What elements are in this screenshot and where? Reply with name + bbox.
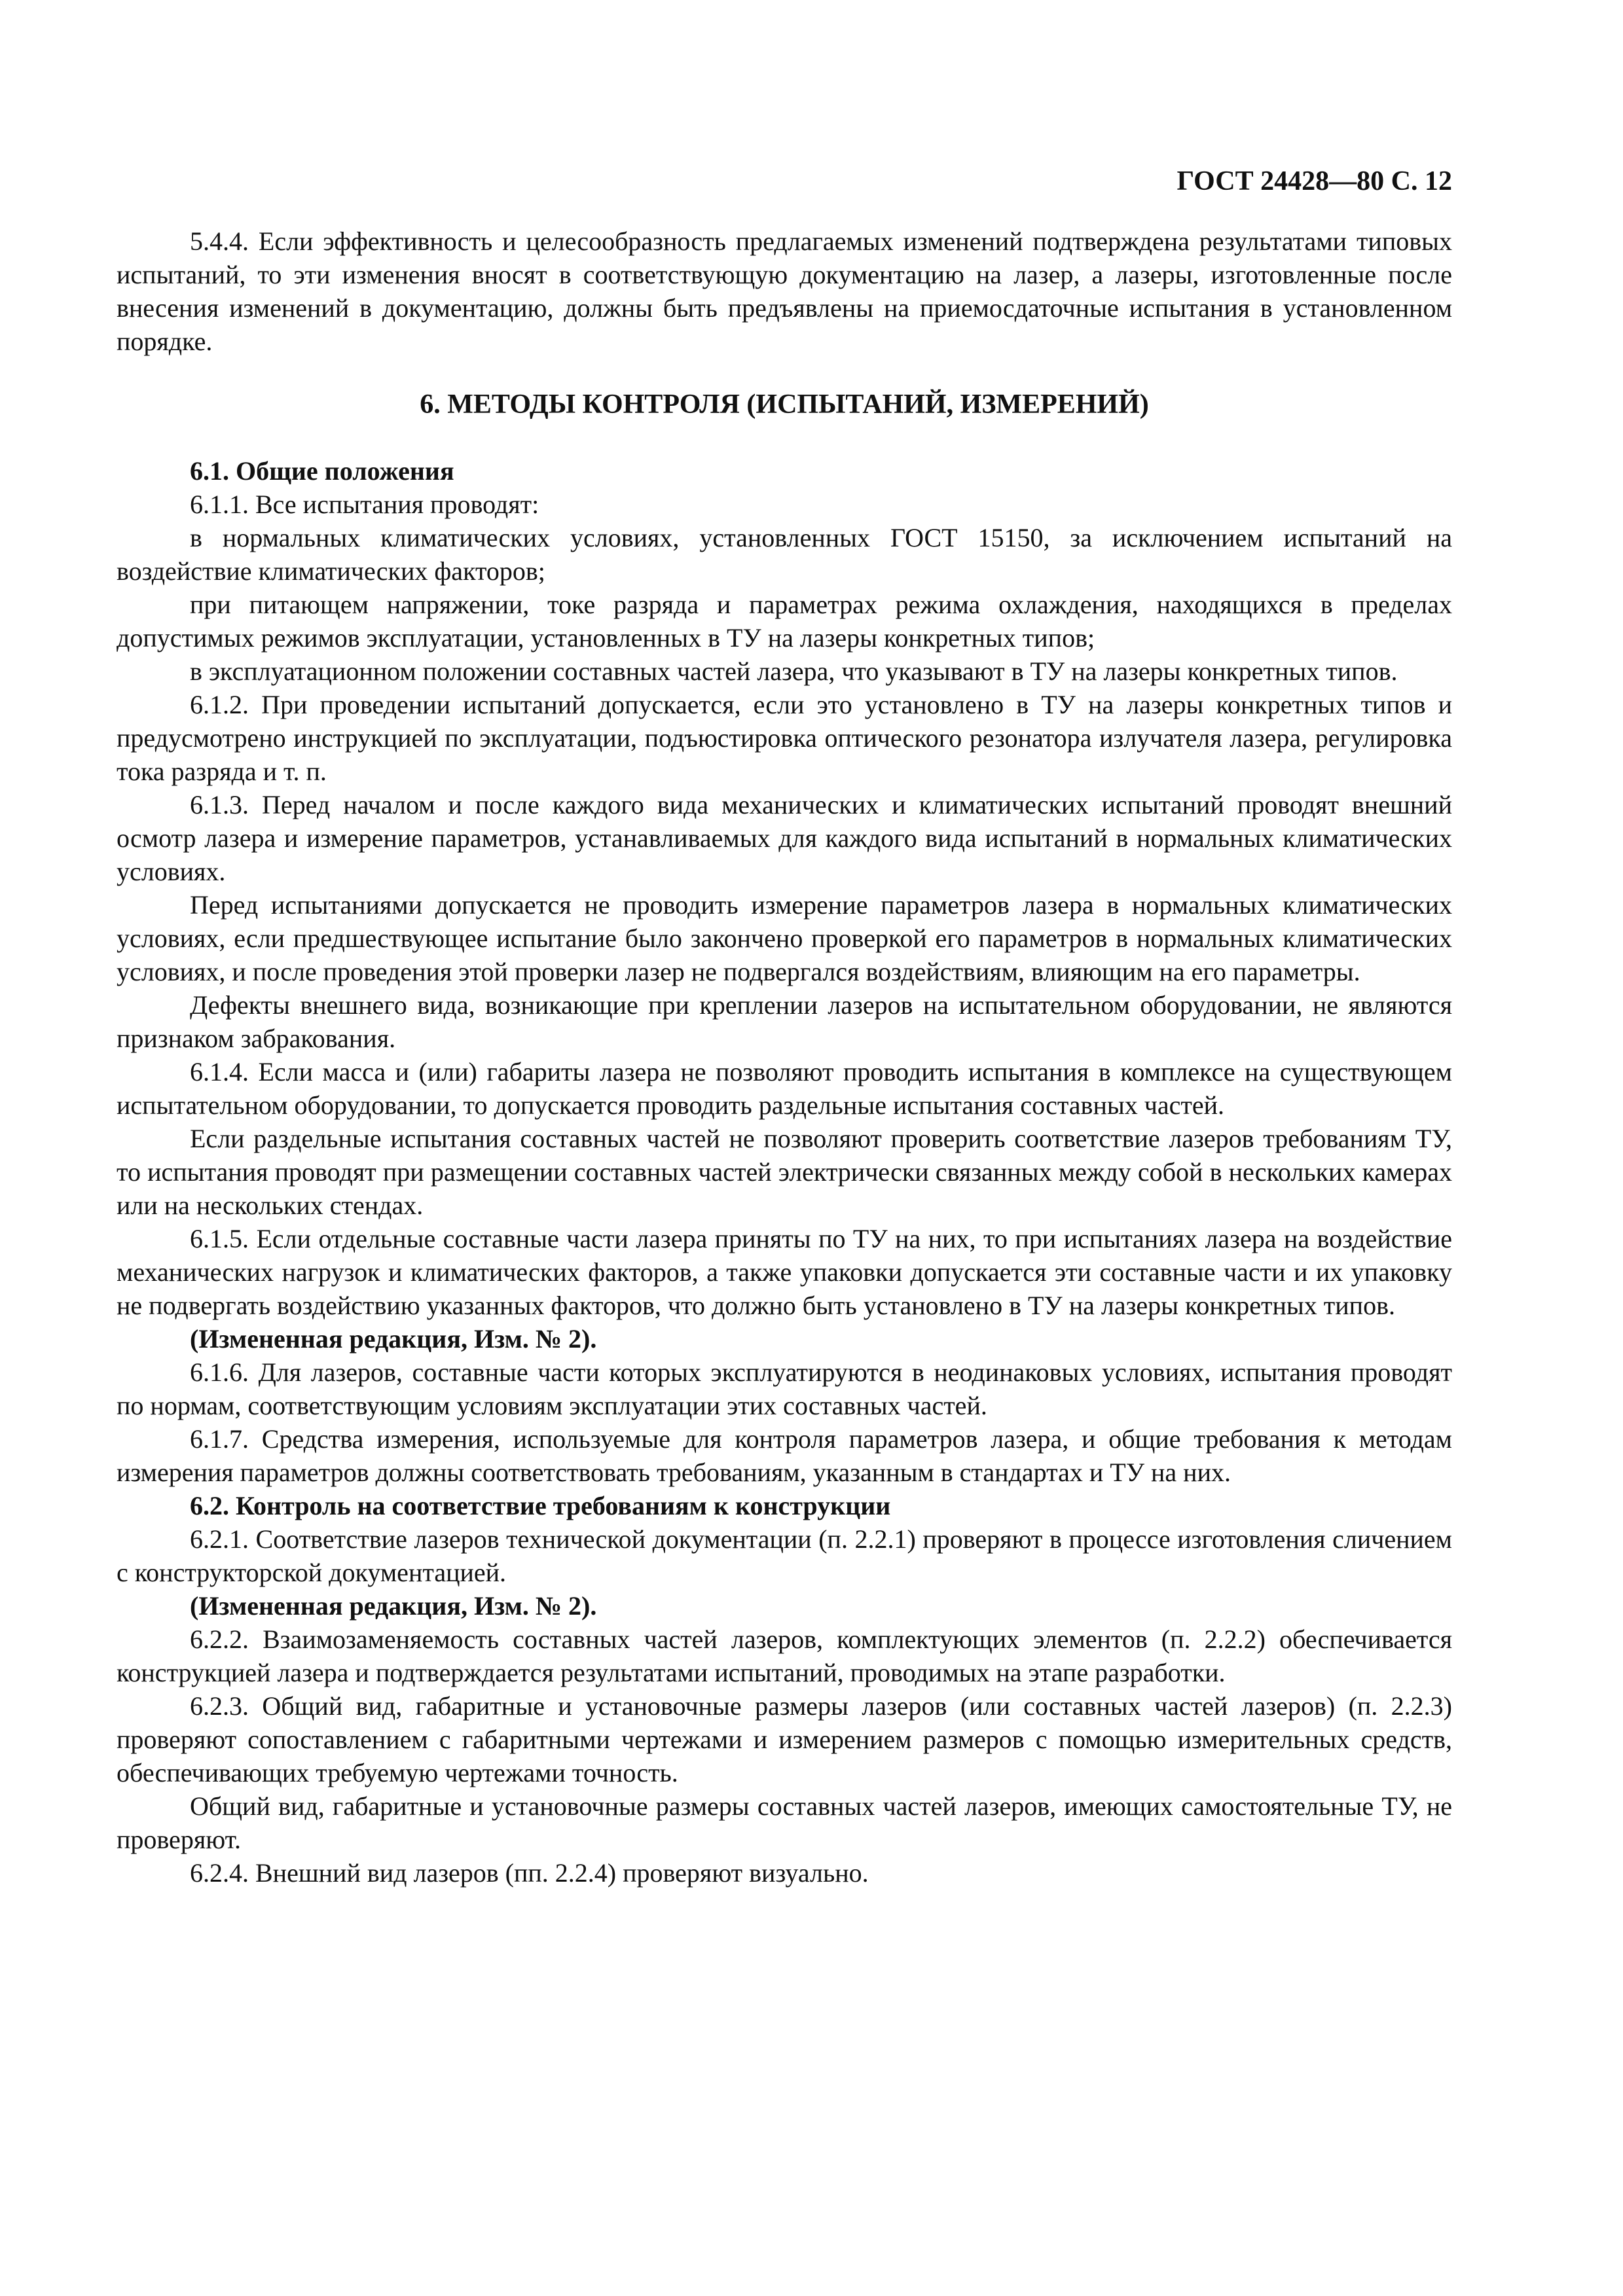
paragraph: Перед испытаниями допускается не проводить измерение параметров лазера в нормальных климатических условиях, если предшествующее испытание было закончено проверкой его параметров в нормальных климатических условиях, и после проведения этой проверки лазер не подвергался воздействиям, влияющим на его параметры.	[117, 890, 1452, 986]
paragraph: 6.1.7. Средства измерения, используемые для контроля параметров лазера, и общие требования к методам измерения параметров должны соответствовать требованиям, указанным в стандартах и ТУ на них.	[117, 1424, 1452, 1487]
section-title: 6. МЕТОДЫ КОНТРОЛЯ (ИСПЫТАНИЙ, ИЗМЕРЕНИЙ)	[420, 389, 1149, 420]
paragraph: при питающем напряжении, токе разряда и параметрах режима охлаждения, находящихся в пределах допустимых режимов эксплуатации, установленных в ТУ на лазеры конкретных типов;	[117, 590, 1452, 653]
paragraph: 6.1.5. Если отдельные составные части лазера приняты по ТУ на них, то при испытаниях лазера на воздействие механических нагрузок и климатических факторов, а также упаковки допускается эти составные части и их упаковку не подвергать воздействию указанных факторов, что должно быть установлено в ТУ на лазеры конкретных типов.	[117, 1224, 1452, 1320]
paragraph: Дефекты внешнего вида, возникающие при креплении лазеров на испытательном оборудовании, не являются признаком забракования.	[117, 990, 1452, 1053]
edit-note: (Измененная редакция, Изм. № 2).	[190, 1591, 597, 1621]
subsection-heading: 6.2. Контроль на соответствие требованиям к конструкции	[190, 1491, 891, 1520]
paragraph: 6.2.1. Соответствие лазеров технической документации (п. 2.2.1) проверяют в процессе изготовления сличением с конструкторской документацией.	[117, 1524, 1452, 1587]
paragraph: в нормальных климатических условиях, установленных ГОСТ 15150, за исключением испытаний на воздействие климатических факторов;	[117, 523, 1452, 586]
paragraph: 6.2.3. Общий вид, габаритные и установочные размеры лазеров (или составных частей лазеров) (п. 2.2.3) проверяют сопоставлением с габаритными чертежами и измерением размеров с помощью измерительных средств, обеспечивающих требуемую чертежами точность.	[117, 1691, 1452, 1787]
document-page	[117, 165, 1452, 1890]
paragraph: 6.2.4. Внешний вид лазеров (пп. 2.2.4) проверяют визуально.	[190, 1858, 869, 1888]
paragraph: 5.4.4. Если эффективность и целесообразность предлагаемых изменений подтверждена результатами типовых испытаний, то эти изменения вносят в соответствующую документацию на лазер, а лазеры, изготовленные после внесения изменений в документацию, должны быть предъявлены на приемосдаточные испытания в установленном порядке.	[117, 226, 1452, 356]
paragraph: 6.1.2. При проведении испытаний допускается, если это установлено в ТУ на лазеры конкретных типов и предусмотрено инструкцией по эксплуатации, подъюстировка оптического резонатора излучателя лазера, регулировка тока разряда и т. п.	[117, 690, 1452, 786]
paragraph: Если раздельные испытания составных частей не позволяют проверить соответствие лазеров требованиям ТУ, то испытания проводят при размещении составных частей электрически связанных между собой в нескольких камерах или на нескольких стендах.	[117, 1124, 1452, 1220]
page-header: ГОСТ 24428—80 С. 12	[1176, 166, 1452, 196]
subsection-heading: 6.1. Общие положения	[190, 456, 454, 486]
edit-note: (Измененная редакция, Изм. № 2).	[190, 1324, 597, 1354]
paragraph: 6.1.6. Для лазеров, составные части которых эксплуатируются в неодинаковых условиях, испытания проводят по нормам, соответствующим условиям эксплуатации этих составных частей.	[117, 1357, 1452, 1420]
paragraph: 6.1.1. Все испытания проводят:	[190, 490, 539, 519]
paragraph: в эксплуатационном положении составных частей лазера, что указывают в ТУ на лазеры конкретных типов.	[190, 656, 1398, 686]
paragraph: 6.1.3. Перед началом и после каждого вида механических и климатических испытаний проводят внешний осмотр лазера и измерение параметров, устанавливаемых для каждого вида испытаний в нормальных климатических условиях.	[117, 790, 1452, 886]
paragraph: 6.2.2. Взаимозаменяемость составных частей лазеров, комплектующих элементов (п. 2.2.2) обеспечивается конструкцией лазера и подтверждается результатами испытаний, проводимых на этапе разработки.	[117, 1624, 1452, 1687]
paragraph: 6.1.4. Если масса и (или) габариты лазера не позволяют проводить испытания в комплексе на существующем испытательном оборудовании, то допускается проводить раздельные испытания составных частей.	[117, 1057, 1452, 1120]
paragraph: Общий вид, габаритные и установочные размеры составных частей лазеров, имеющих самостоятельные ТУ, не проверяют.	[117, 1791, 1452, 1854]
